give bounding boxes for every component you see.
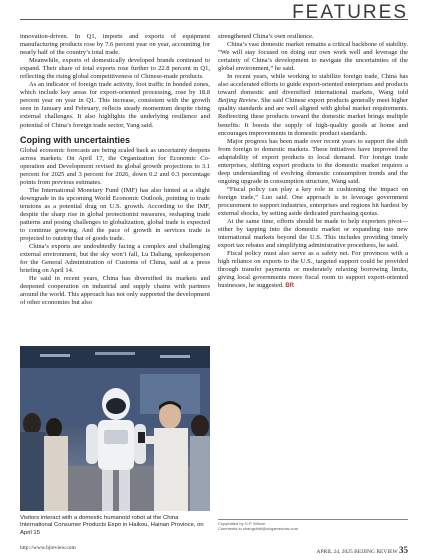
photo-caption: Visitors interact with a domestic humanoid robot at the China International Consumer Products Expo in Haikou, Hainan Province, on April 15 [20, 515, 204, 536]
right-column [218, 33, 408, 291]
paragraph-text: . She said Chinese export products generally meet higher quality standards and are well aligned with global market requirements. Redirecting these products toward the domestic market brings multiple benefits: It boosts the supply of high-quality goods at home and encourages improvements in domestic product standards. [218, 97, 408, 137]
paragraph: The International Monetary Fund (IMF) has also hinted at a slight downgrade in its upcoming World Economic Outlook, pointing to trade tensions as a potential drag on U.S. growth. According to the IMF, despite the sharp rise in global protectionist measures, reshaping trade patterns and posing challenges to globalization, global trade is expected to continue growing. And the pace of growth in services trade is projected to outstrip that of goods trade. [20, 186, 210, 243]
paragraph: At the same time, efforts should be made to help exporters pivot—either by tapping into the domestic market or expanding into new international markets beyond the U.S. This includes providing timely export tax rebates and simplifying administrative procedures, he said. [218, 218, 408, 250]
page-number: 35 [399, 545, 408, 555]
header-rule [20, 19, 408, 20]
paragraph: Major progress has been made over recent years to support the shift from foreign to domestic markets. These initiatives have improved the adaptability of export products to local demand. For foreign trade enterprises, shifting export products to the domestic market requires a deep understanding of evolving domestic consumption trends and the ongoing upgrade in consumption structure, Wang said. [218, 137, 408, 185]
paragraph: strengthened China’s own resilience. [218, 33, 314, 40]
robot-expo-illustration [20, 346, 210, 511]
section-subhead: Coping with uncertainties [20, 134, 131, 145]
left-column [20, 33, 210, 308]
paragraph: Global economic forecasts are being scaled back as uncertainty deepens across markets. On April 17, the Organization for Economic Co-operation and Development revised its global growth projections to 3.1 percent for 2025 and 3 percent for 2026, down 0.2 and 0.3 percentage points from previous estimates. [20, 146, 210, 186]
paragraph: “Fiscal policy can play a key role in cushioning the impact on foreign trade,” Luo said. One approach is to leverage government procurement to support industries, enterprises and regions hit hardest by external shocks, by setting aside dedicated purchasing quotas. [218, 185, 408, 218]
paragraph: Meanwhile, exports of domestically developed brands continued to expand. Their share of total exports rose further to 22.8 percent in Q1, reflecting the rising global competitiveness of Chinese-made products. [20, 57, 210, 81]
paragraph-text: In recent years, while working to stabilize foreign trade, China has also accelerated efforts to guide export-oriented enterprises and products toward domestic and diversified international markets, Wang told [218, 73, 408, 97]
paragraph: innovation-driven. In Q1, imports and exports of equipment manufacturing products rose by 7.6 percent year on year, accounting for nearly half of the country’s total trade. [20, 33, 210, 57]
credits-divider [218, 519, 408, 520]
footer-issue [317, 545, 409, 555]
paragraph: He said in recent years, China has diversified its markets and deepened cooperation on industrial and supply chains with partners around the world. This approach has not only supported the development of other economies but also [20, 275, 210, 307]
paragraph: China’s vast domestic market remains a critical backbone of stability. “We will stay focused on doing our own work well and leverage the certainty of China’s development to navigate the uncertainties of the global environment,” he said. [218, 41, 408, 73]
paragraph [218, 250, 408, 290]
section-title: FEATURES [292, 2, 408, 23]
paragraph [218, 73, 408, 137]
end-mark: BR [285, 283, 295, 290]
paragraph: China’s exports are undoubtedly facing a complex and challenging external environment, but the sky won’t fall, Lu Daliang, spokesperson for the General Administration of Customs of China, said at a press briefing on April 14. [20, 243, 210, 275]
expo-photo [20, 346, 210, 511]
paragraph: As an indicator of foreign trade activity, foot traffic in bonded zones, which include key areas for export-oriented processing, rose by 18.8 percent year on year in Q1. This increase, consistent with the growth seen in January and February, reflects steady momentum despite rising external challenges. It also highlights the underlying resilience and potential of China’s foreign trade sector, Yang said. [20, 81, 210, 129]
publication-name: Beijing Review [218, 97, 258, 105]
copyedit-credit: Copyedited by G.P. Wilson [218, 521, 266, 526]
footer-url[interactable]: http://www.bjreview.com [20, 545, 76, 551]
comments-email[interactable]: Comments to zhangshidi@cicgamericas.com [218, 526, 299, 531]
paragraph-text: Fiscal policy must also serve as a safety net. For provinces with a high reliance on exports to the U.S., targeted support could be provided through transfer payments or moderately relaxing borrowing limits, giving local governments more fiscal room to support export-oriented businesses, he suggested. [218, 250, 408, 290]
issue-date: APRIL 24, 2025 BEIJING REVIEW [316, 549, 398, 555]
